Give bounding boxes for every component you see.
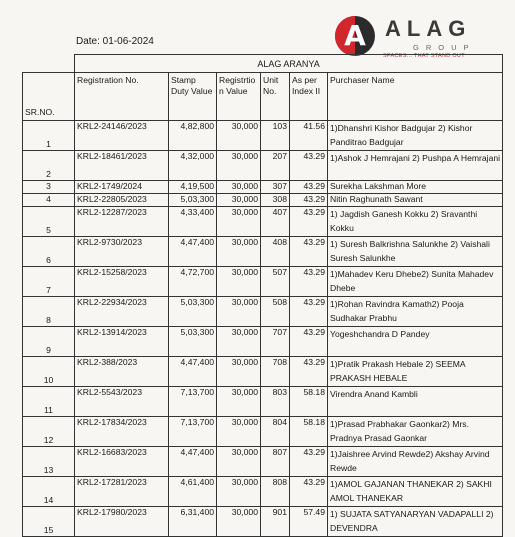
row-sr-no: 15 [23, 507, 75, 537]
logo-mark-icon [335, 16, 375, 56]
table-row [23, 267, 503, 297]
row-sr-no: 3 [23, 181, 75, 194]
row-stamp-duty-value: 4,47,400 [169, 447, 217, 477]
row-purchaser-name: Yogeshchandra D Pandey [328, 327, 503, 357]
row-registration-no: KRL2-17281/2023 [75, 477, 169, 507]
row-purchaser-name: Nitin Raghunath Sawant [328, 194, 503, 207]
row-registration-no: KRL2-17834/2023 [75, 417, 169, 447]
row-stamp-duty-value: 4,19,500 [169, 181, 217, 194]
row-purchaser-name: Surekha Lakshman More [328, 181, 503, 194]
row-stamp-duty-value: 5,03,300 [169, 194, 217, 207]
row-registration-value: 30,000 [217, 387, 261, 417]
row-unit-no: 804 [261, 417, 290, 447]
row-unit-no: 901 [261, 507, 290, 537]
row-sr-no: 1 [23, 121, 75, 151]
row-registration-no: KRL2-17980/2023 [75, 507, 169, 537]
row-registration-no: KRL2-16683/2023 [75, 447, 169, 477]
row-unit-no: 708 [261, 357, 290, 387]
row-stamp-duty-value: 4,72,700 [169, 267, 217, 297]
row-stamp-duty-value: 6,31,400 [169, 507, 217, 537]
table-header-row [23, 73, 503, 121]
row-sr-no: 10 [23, 357, 75, 387]
row-as-per-index: 57.49 [290, 507, 328, 537]
table-row [23, 194, 503, 207]
row-unit-no: 803 [261, 387, 290, 417]
row-unit-no: 103 [261, 121, 290, 151]
logo-brand-text: ALAG [385, 16, 472, 41]
row-as-per-index: 43.29 [290, 207, 328, 237]
row-unit-no: 808 [261, 477, 290, 507]
row-registration-no: KRL2-388/2023 [75, 357, 169, 387]
row-purchaser-name: 1)Dhanshri Kishor Badgujar 2) Kishor Panditrao Badgujar [328, 121, 503, 151]
sales-register-table [22, 54, 503, 537]
row-unit-no: 508 [261, 297, 290, 327]
row-sr-no: 4 [23, 194, 75, 207]
row-purchaser-name: 1)Prasad Prabhakar Gaonkar2) Mrs. Pradnya Prasad Gaonkar [328, 417, 503, 447]
row-unit-no: 807 [261, 447, 290, 477]
row-as-per-index: 58.18 [290, 417, 328, 447]
row-registration-value: 30,000 [217, 267, 261, 297]
table-row [23, 387, 503, 417]
row-registration-no: KRL2-18461/2023 [75, 151, 169, 181]
row-registration-value: 30,000 [217, 477, 261, 507]
row-registration-value: 30,000 [217, 357, 261, 387]
row-purchaser-name: Virendra Anand Kambli [328, 387, 503, 417]
row-sr-no: 13 [23, 447, 75, 477]
header-as-per-index: As per Index II [290, 73, 328, 121]
row-purchaser-name: 1)Jaishree Arvind Rewde2) Akshay Arvind Rewde [328, 447, 503, 477]
row-purchaser-name: 1) Suresh Balkrishna Salunkhe 2) Vaishali Suresh Salunkhe [328, 237, 503, 267]
row-as-per-index: 43.29 [290, 194, 328, 207]
row-unit-no: 707 [261, 327, 290, 357]
row-purchaser-name: 1)Mahadev Keru Dhebe2) Sunita Mahadev Dhebe [328, 267, 503, 297]
row-unit-no: 207 [261, 151, 290, 181]
row-registration-no: KRL2-1749/2024 [75, 181, 169, 194]
document-date: Date: 01-06-2024 [76, 36, 154, 47]
table-row [23, 447, 503, 477]
row-registration-value: 30,000 [217, 207, 261, 237]
row-purchaser-name: 1)Pratik Prakash Hebale 2) SEEMA PRAKASH HEBALE [328, 357, 503, 387]
row-purchaser-name: 1) SUJATA SATYANARYAN VADAPALLI 2) DEVENDRA [328, 507, 503, 537]
logo-tagline: SPACES... THAT STAND OUT [383, 53, 465, 59]
row-registration-no: KRL2-5543/2023 [75, 387, 169, 417]
header-registration-no: Registration No. [75, 73, 169, 121]
row-stamp-duty-value: 4,33,400 [169, 207, 217, 237]
row-registration-no: KRL2-15258/2023 [75, 267, 169, 297]
row-registration-no: KRL2-9730/2023 [75, 237, 169, 267]
table-row [23, 237, 503, 267]
row-sr-no: 6 [23, 237, 75, 267]
table-row [23, 151, 503, 181]
row-registration-value: 30,000 [217, 327, 261, 357]
row-stamp-duty-value: 5,03,300 [169, 327, 217, 357]
table-row [23, 417, 503, 447]
row-registration-value: 30,000 [217, 297, 261, 327]
row-purchaser-name: 1)Rohan Ravindra Kamath2) Pooja Sudhakar Prabhu [328, 297, 503, 327]
row-stamp-duty-value: 7,13,700 [169, 387, 217, 417]
row-registration-value: 30,000 [217, 151, 261, 181]
row-sr-no: 7 [23, 267, 75, 297]
row-registration-value: 30,000 [217, 447, 261, 477]
table-row [23, 121, 503, 151]
row-as-per-index: 43.29 [290, 151, 328, 181]
row-registration-value: 30,000 [217, 181, 261, 194]
header-registration-value: Registrtio n Value [217, 73, 261, 121]
row-sr-no: 2 [23, 151, 75, 181]
table-row [23, 207, 503, 237]
row-registration-value: 30,000 [217, 417, 261, 447]
row-stamp-duty-value: 4,61,400 [169, 477, 217, 507]
row-registration-no: KRL2-12287/2023 [75, 207, 169, 237]
row-unit-no: 408 [261, 237, 290, 267]
row-stamp-duty-value: 4,82,800 [169, 121, 217, 151]
row-sr-no: 9 [23, 327, 75, 357]
row-stamp-duty-value: 4,47,400 [169, 357, 217, 387]
row-as-per-index: 43.29 [290, 357, 328, 387]
row-as-per-index: 41.56 [290, 121, 328, 151]
row-as-per-index: 43.29 [290, 237, 328, 267]
row-registration-value: 30,000 [217, 237, 261, 267]
row-stamp-duty-value: 4,32,000 [169, 151, 217, 181]
table-row [23, 297, 503, 327]
row-as-per-index: 58.18 [290, 387, 328, 417]
table-row [23, 357, 503, 387]
row-sr-no: 11 [23, 387, 75, 417]
table-row [23, 327, 503, 357]
row-registration-value: 30,000 [217, 507, 261, 537]
row-unit-no: 507 [261, 267, 290, 297]
header-purchaser-name: Purchaser Name [328, 73, 503, 121]
row-registration-value: 30,000 [217, 121, 261, 151]
row-registration-no: KRL2-22934/2023 [75, 297, 169, 327]
row-as-per-index: 43.29 [290, 267, 328, 297]
row-as-per-index: 43.29 [290, 181, 328, 194]
row-registration-no: KRL2-22805/2023 [75, 194, 169, 207]
header-stamp-duty-value: Stamp Duty Value [169, 73, 217, 121]
row-registration-no: KRL2-13914/2023 [75, 327, 169, 357]
row-stamp-duty-value: 7,13,700 [169, 417, 217, 447]
row-unit-no: 307 [261, 181, 290, 194]
row-sr-no: 12 [23, 417, 75, 447]
table-row [23, 181, 503, 194]
table-row [23, 507, 503, 537]
row-as-per-index: 43.29 [290, 297, 328, 327]
row-unit-no: 407 [261, 207, 290, 237]
row-purchaser-name: 1)Ashok J Hemrajani 2) Pushpa A Hemrajani [328, 151, 503, 181]
row-unit-no: 308 [261, 194, 290, 207]
row-registration-value: 30,000 [217, 194, 261, 207]
row-stamp-duty-value: 5,03,300 [169, 297, 217, 327]
logo-group-text: GROUP [413, 43, 476, 52]
row-as-per-index: 43.29 [290, 327, 328, 357]
row-sr-no: 14 [23, 477, 75, 507]
row-sr-no: 5 [23, 207, 75, 237]
logo-letter: A [344, 19, 366, 52]
row-purchaser-name: 1)AMOL GAJANAN THANEKAR 2) SAKHI AMOL THANEKAR [328, 477, 503, 507]
table-row [23, 477, 503, 507]
header-unit-no: Unit No. [261, 73, 290, 121]
project-title: ALAG ARANYA [75, 55, 503, 73]
row-as-per-index: 43.29 [290, 477, 328, 507]
row-purchaser-name: 1) Jagdish Ganesh Kokku 2) Sravanthi Kokku [328, 207, 503, 237]
row-stamp-duty-value: 4,47,400 [169, 237, 217, 267]
row-registration-no: KRL2-24146/2023 [75, 121, 169, 151]
row-as-per-index: 43.29 [290, 447, 328, 477]
row-sr-no: 8 [23, 297, 75, 327]
header-sr-no: SR.NO. [23, 73, 75, 121]
